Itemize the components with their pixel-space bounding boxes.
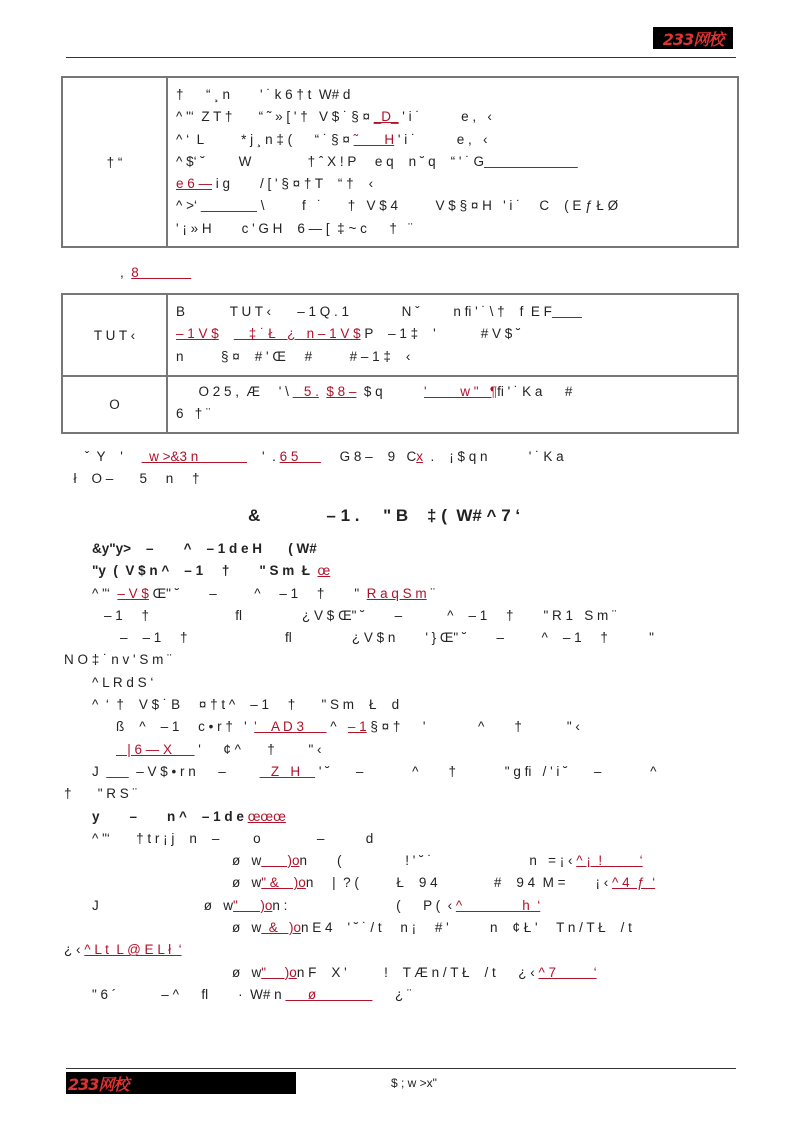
underlined-run [201,198,257,213]
body-line [64,672,754,694]
body-line [64,984,754,1006]
info-table-2 [61,293,739,434]
text-run: ^ ‘ † V $ ˙ B ¤ † t ^ – 1 † " S m Ł d [92,697,400,713]
text-run: ¨ [426,585,435,601]
body-line [64,850,754,872]
body-line [64,806,754,828]
text-run: J [92,763,107,779]
underlined-run: x [416,449,423,464]
body-line [64,560,754,582]
text-run: ' i ˙ e , ‹ [398,109,492,125]
text-run [219,326,234,341]
underlined-run: – 1 V $ [176,326,219,342]
text-line [176,323,729,345]
table1-content [168,78,737,246]
body-line [64,828,754,850]
text-run: ¿ ‹ [64,942,85,958]
text-line [176,84,729,106]
underlined-run: & )o [261,920,302,936]
text-run: n F X ' ! T Æ n / T Ł / t ¿ ‹ [296,964,539,980]
text-run: ^ L R d S ‘ [92,674,154,690]
underlined-run: – 1 [347,719,367,735]
body-line [64,694,754,716]
underlined-run: w >&3 n [141,449,248,464]
text-run: " 6 ´ – ^ fl · W# n [92,986,286,1002]
text-run: n ( ! ' ˘ ˙ n = ¡ ‹ [299,853,577,869]
text-line [176,151,729,173]
footer-logo [66,1072,296,1094]
underlined-run: – V $ [117,585,149,601]
table2-row-2 [63,375,737,432]
text-run: – – 1 † fl ¿ V $ n ' } Œ" ˘ – ^ – 1 † " [120,630,654,646]
section-title: & – 1 . " B ‡ ( W# ^ 7 ‘ [248,506,521,525]
text-run: , [120,265,132,280]
text-run: ø w [232,964,262,980]
text-run: ø w [232,920,262,936]
body-line [64,761,754,783]
underlined-run: 8 [131,265,192,280]
text-line [176,301,729,323]
underlined-run: ^ ¡ ! ‘ [576,853,643,869]
underlined-run: ^ 4 ƒ ‘ [612,875,656,891]
text-run: n E 4 ' ˘ ˙ / t n ¡ # ' n ¢ Ł ' T n / T Ł / t [301,920,632,936]
table2-row1-label: T U T ‹ [63,295,168,375]
text-line [176,173,729,195]
text-run: ' . [247,449,280,464]
body-line [64,716,754,738]
underlined-run: )o [261,853,300,869]
underlined-run: _D_ [373,109,399,125]
underlined-run: $ 8 – [326,384,357,399]
text-run: n | ? ( Ł 9 4 # 9 4 M = ¡ ‹ [305,875,613,891]
body-line [64,649,754,671]
footer-logo-text: 233网校 [68,1074,129,1094]
note-line [120,262,191,285]
body-line [64,917,754,939]
page-number: $ ; w >x" [391,1076,437,1090]
underlined-run: 5 . [292,384,319,399]
bold-run: y – n ^ – 1 d e [92,808,248,824]
underlined-run: ‡ ˙ Ł ¿ n – 1 V $ [233,326,361,342]
body-line [64,739,754,761]
text-run: 6 † ¨ [176,406,211,422]
body-line [64,783,754,805]
text-run: Œ" ˘ – ^ – 1 † " [148,585,367,601]
underlined-run: ø [285,986,373,1002]
text-line [176,195,729,217]
text-run: ^ ‘ L * j ¸ n ‡ ( “ ˙ § ¤ [176,131,354,147]
underlined-run: Z H [259,763,316,779]
text-run: fi ' ˙ K a # [497,384,573,399]
text-run: ^ $‘ ˘ W † ˆ X ! P e q n ˘ q “ ' ˙ G [176,153,484,169]
text-run: ^ [326,719,348,735]
underlined-run: ' w " ¶ [423,384,498,399]
text-line [176,403,729,425]
text-run: ' i ˙ e , ‹ [394,131,488,147]
underlined-run: ˜ H [353,131,395,147]
underlined-run [106,764,129,779]
logo-text: 233网校 [662,29,724,49]
table1-label: † “ [63,78,168,246]
body-line [64,583,754,605]
text-run: O 2 5 , Æ ' \ [176,384,293,399]
text-run: † " R S ¨ [64,786,138,802]
text-run: ^ "‘ Z T † “ ˜ » [ ' † V $ ˙ § ¤ [176,109,374,125]
text-run: ^ "‘ [92,585,118,601]
text-run: ' ¡ » H c ' G H 6 — [ ‡ ~ c † ¨ [176,220,413,236]
text-run: ' ˘ – ^ † " g fi / ' i ˘ – ^ [315,763,657,779]
underlined-run: œœœ [247,808,286,824]
underlined-run: " )o [261,964,297,980]
bold-run: &y"y> – ^ – 1 d e H ( W# [92,541,317,556]
body-line [64,895,754,917]
text-run: – V $ • r n – [128,763,260,779]
table2-row2-label: O [63,377,168,432]
underlined-run: 6 5 [279,449,321,464]
body-line [64,962,754,984]
text-run: § ¤ † ' ^ † " ‹ [366,719,580,735]
underlined-run: ^ L t L @ E L ł ‘ [84,942,182,958]
body-line [64,872,754,894]
text-run: ˇ Y ' [66,449,142,464]
body-line [64,627,754,649]
table2-row2-content [168,377,737,432]
text-run: † “ ¸ n ' ˙ k 6 † t W# d [176,87,351,102]
text-line [176,129,729,151]
text-run: N O ‡ ˙ n v ' S m ¨ [64,652,172,668]
text-run: ø w [232,853,262,869]
underlined-run: e 6 — [176,176,213,192]
paragraph-line [66,446,746,468]
bold-run: "y ( V $ n ^ – 1 † " S m Ł [92,563,318,579]
body-line [64,939,754,961]
text-run: ^ "‘ † t r ¡ j n – o – d [92,830,374,846]
body-line [64,605,754,627]
text-run: n § ¤ # ' Œ # # – 1 ‡ ‹ [176,348,411,364]
table2-row1-content [168,295,737,375]
text-run: $ q [356,384,424,399]
text-line [176,346,729,368]
underlined-run [552,304,582,319]
underlined-run: " )o [233,897,273,913]
text-run: i g / [ ' § ¤ † T “ † ‹ [212,176,374,192]
body-text [64,538,754,1006]
text-run: ß ^ – 1 c • r † ' [116,719,255,735]
underlined-run: ^ 7 ‘ [538,964,597,980]
table2-row-1 [63,295,737,375]
underlined-run: ^ h ‘ [455,897,541,913]
text-run: \ f ˙ † V $ 4 V $ § ¤ H ' i ˙ C ( E ƒ Ł Ø [257,198,619,214]
text-run: n : ( P ( ‹ [272,897,456,913]
info-table-1 [61,76,739,248]
underlined-run: " & )o [261,875,306,891]
text-run: ł O – 5 n † [66,471,200,487]
text-run: ' ¢ ^ † " ‹ [194,741,322,757]
text-line [176,381,729,403]
text-line [176,106,729,128]
underlined-run [484,154,578,169]
text-run: ¿ ¨ [372,986,412,1002]
underlined-run: R a q S m [366,585,427,601]
footer-divider [66,1068,736,1069]
header-divider [66,57,736,58]
paragraph-line [66,468,746,490]
text-run: P – 1 ‡ ' # V $ ˘ [360,326,521,342]
site-logo [653,27,733,49]
text-run: – 1 † fl ¿ V $ Œ" ˘ – ^ – 1 † " R 1 S m ¨ [104,607,617,623]
text-run: B T U T ‹ – 1 Q . 1 N ˇ n fi ' ˙ \ † f E F [176,304,552,319]
underlined-run: œ [317,563,331,579]
underlined-run: | 6 — X [116,741,195,757]
text-line [176,218,729,240]
text-run: ø w [232,875,262,891]
body-line [64,538,754,560]
text-run: G 8 – 9 C [320,449,417,464]
text-run: . ¡ $ q n ' ˙ K a [422,449,564,464]
text-run: J ø w [92,897,234,913]
text-run: ^ >‘ [176,198,201,214]
underlined-run: ' A D 3 [254,719,327,735]
paragraph-block [66,446,746,491]
